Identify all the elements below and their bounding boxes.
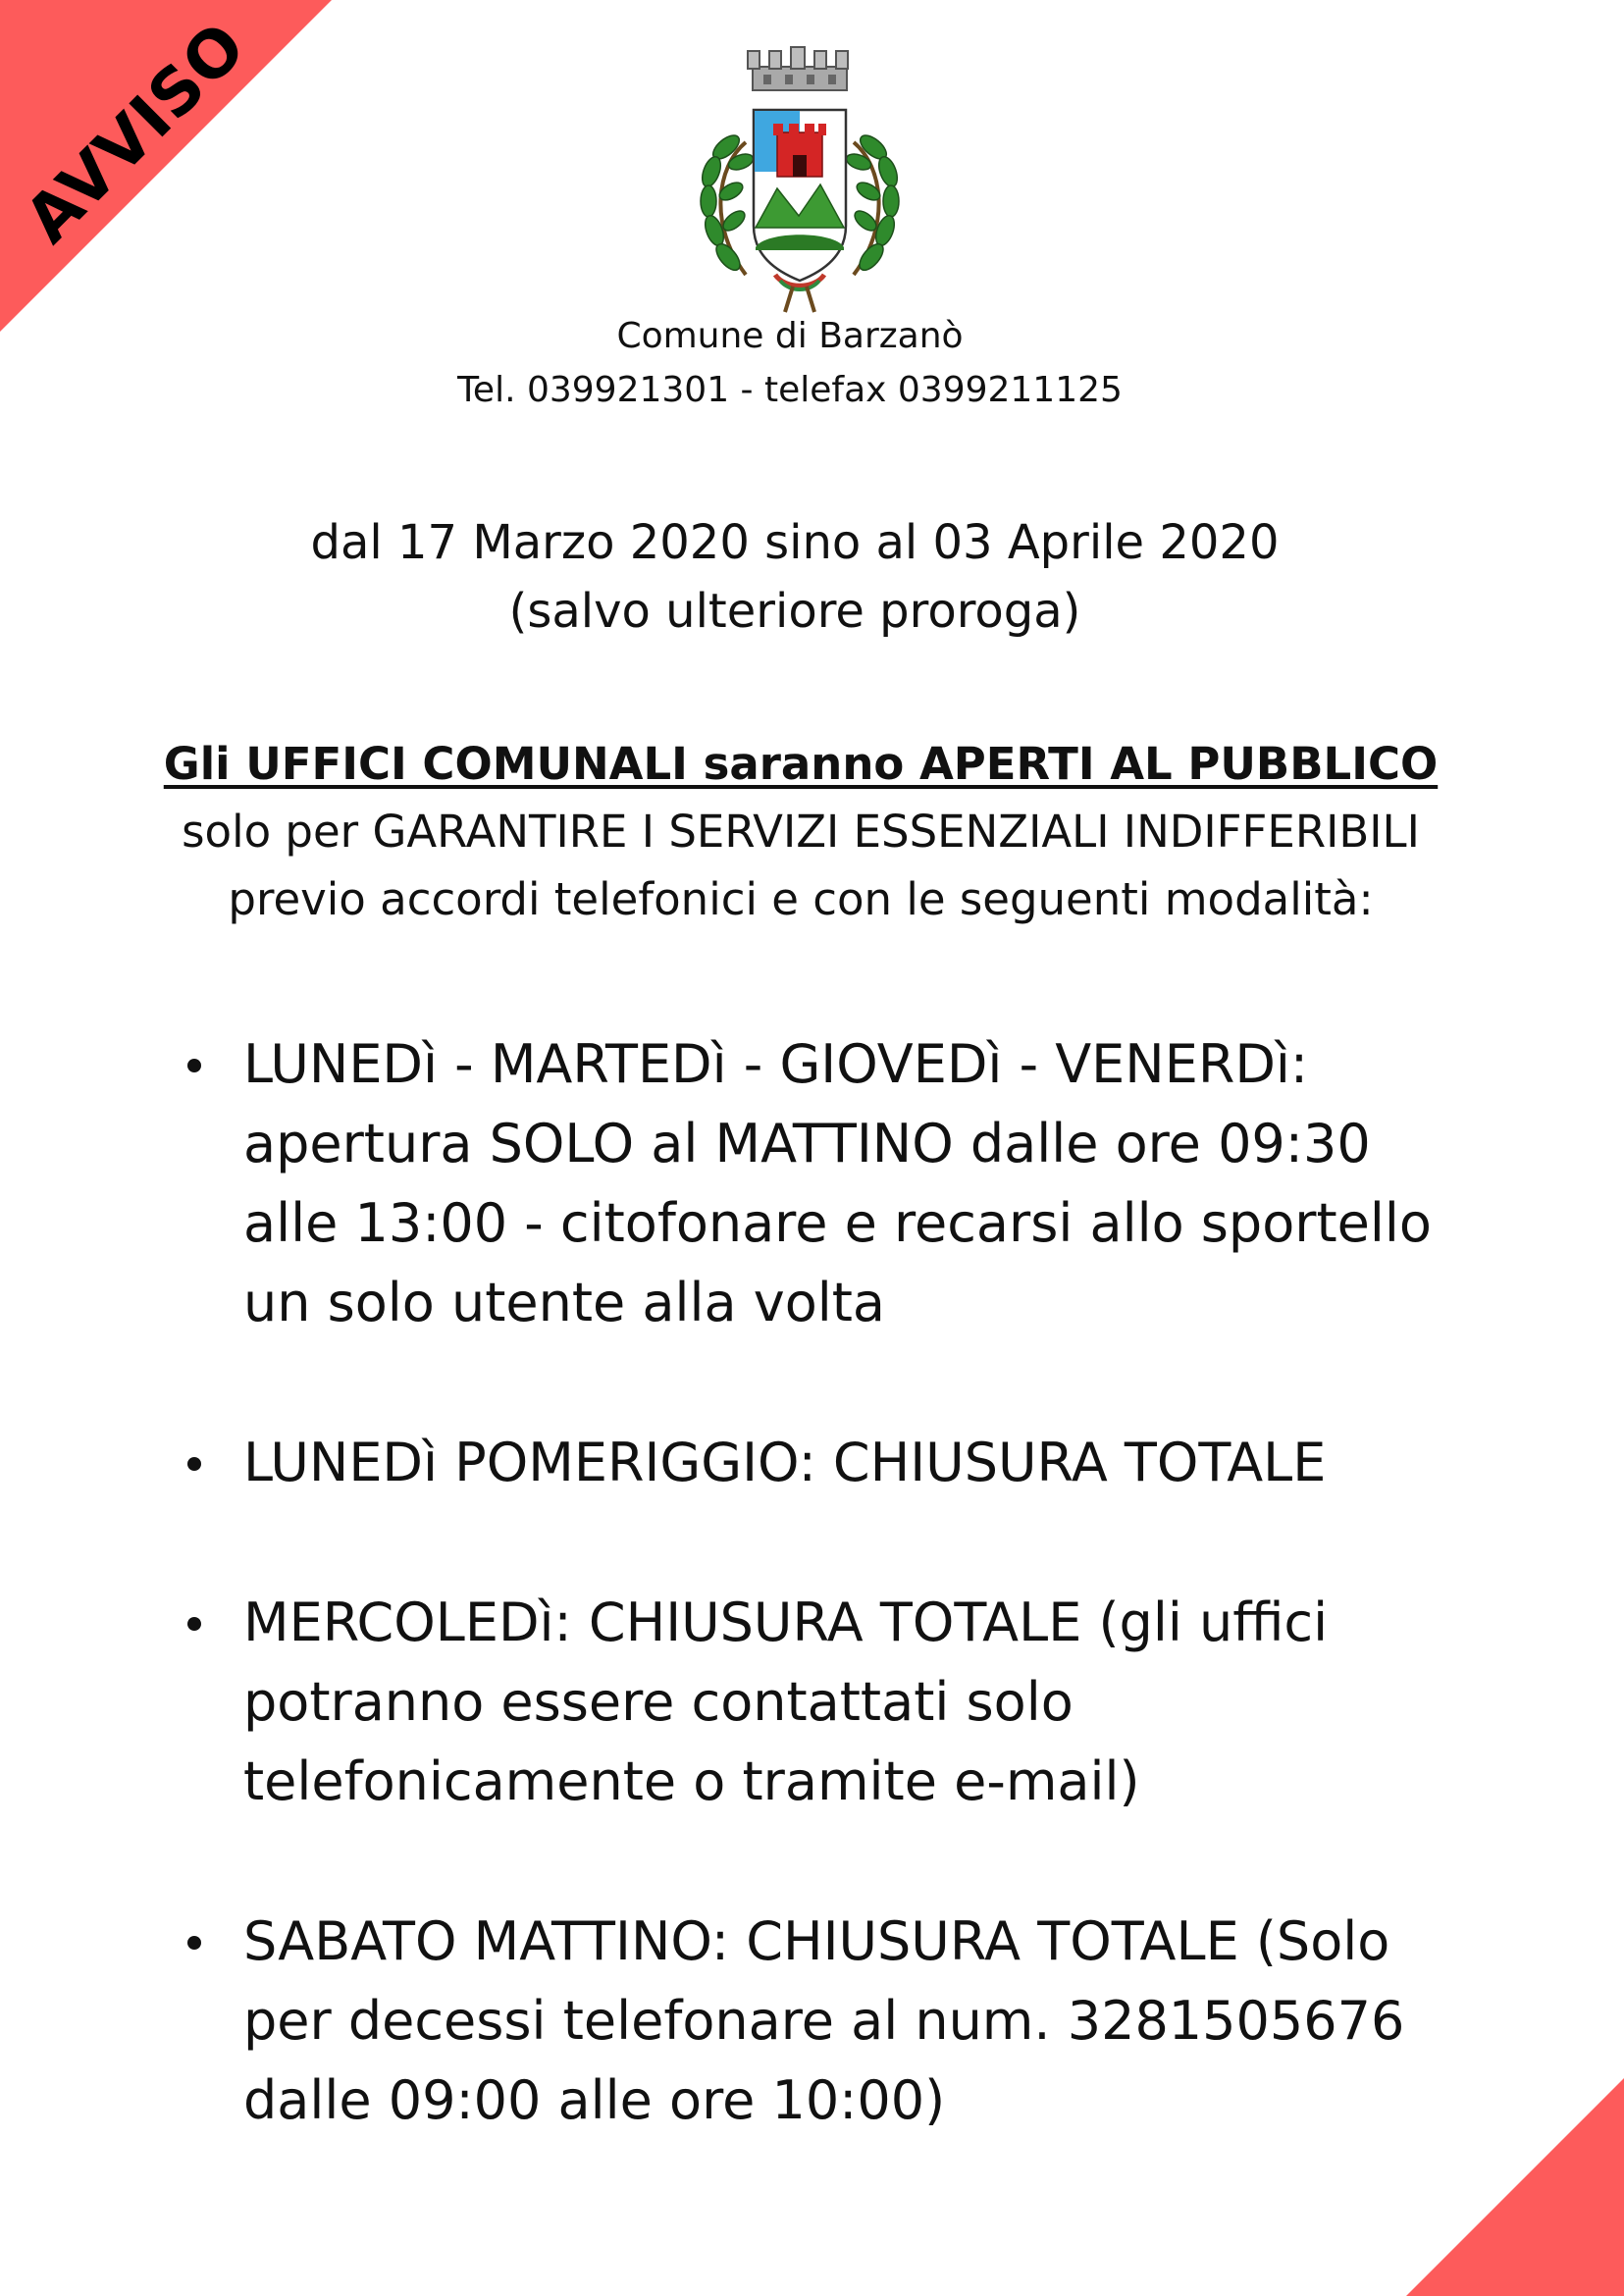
laurel-branch-left-icon [699, 131, 756, 275]
offices-line-2: previo accordi telefonici e con le seguenti modalità: [228, 873, 1374, 925]
offices-heading: Gli UFFICI COMUNALI saranno APERTI AL PUBBLICO [163, 738, 1439, 790]
crown-icon [748, 47, 848, 90]
list-item: SABATO MATTINO: CHIUSURA TOTALE (Solo per decessi telefonare al num. 3281505676 dalle 09:00 alle ore 10:00) [243, 1902, 1480, 2140]
date-range: dal 17 Marzo 2020 sino al 03 Aprile 2020 [310, 515, 1280, 570]
extension-note: (salvo ulteriore proroga) [508, 584, 1081, 639]
offices-line-1: solo per GARANTIRE I SERVIZI ESSENZIALI INDIFFERIBILI [182, 806, 1420, 858]
validity-period [0, 508, 1590, 646]
list-item: MERCOLEDì: CHIUSURA TOTALE (gli uffici potranno essere contattati solo telefonicamente o tramite e-mail) [243, 1583, 1480, 1821]
municipality-name: Comune di Barzanò [616, 316, 964, 356]
notice-label: AVVISO [10, 7, 261, 258]
list-item: LUNEDì POMERIGGIO: CHIUSURA TOTALE [243, 1423, 1480, 1502]
laurel-branch-right-icon [844, 131, 901, 275]
municipal-coat-of-arms-icon [687, 39, 913, 324]
shield-icon [754, 110, 846, 281]
offices-statement [0, 730, 1601, 933]
contact-numbers: Tel. 039921301 - telefax 0399211125 [457, 370, 1123, 410]
list-item: LUNEDì - MARTEDì - GIOVEDì - VENERDì: apertura SOLO al MATTINO dalle ore 09:30 alle 13:00 - citofonare e recarsi allo sportello un solo utente alla volta [243, 1024, 1480, 1342]
schedule-list [243, 1024, 1480, 2220]
